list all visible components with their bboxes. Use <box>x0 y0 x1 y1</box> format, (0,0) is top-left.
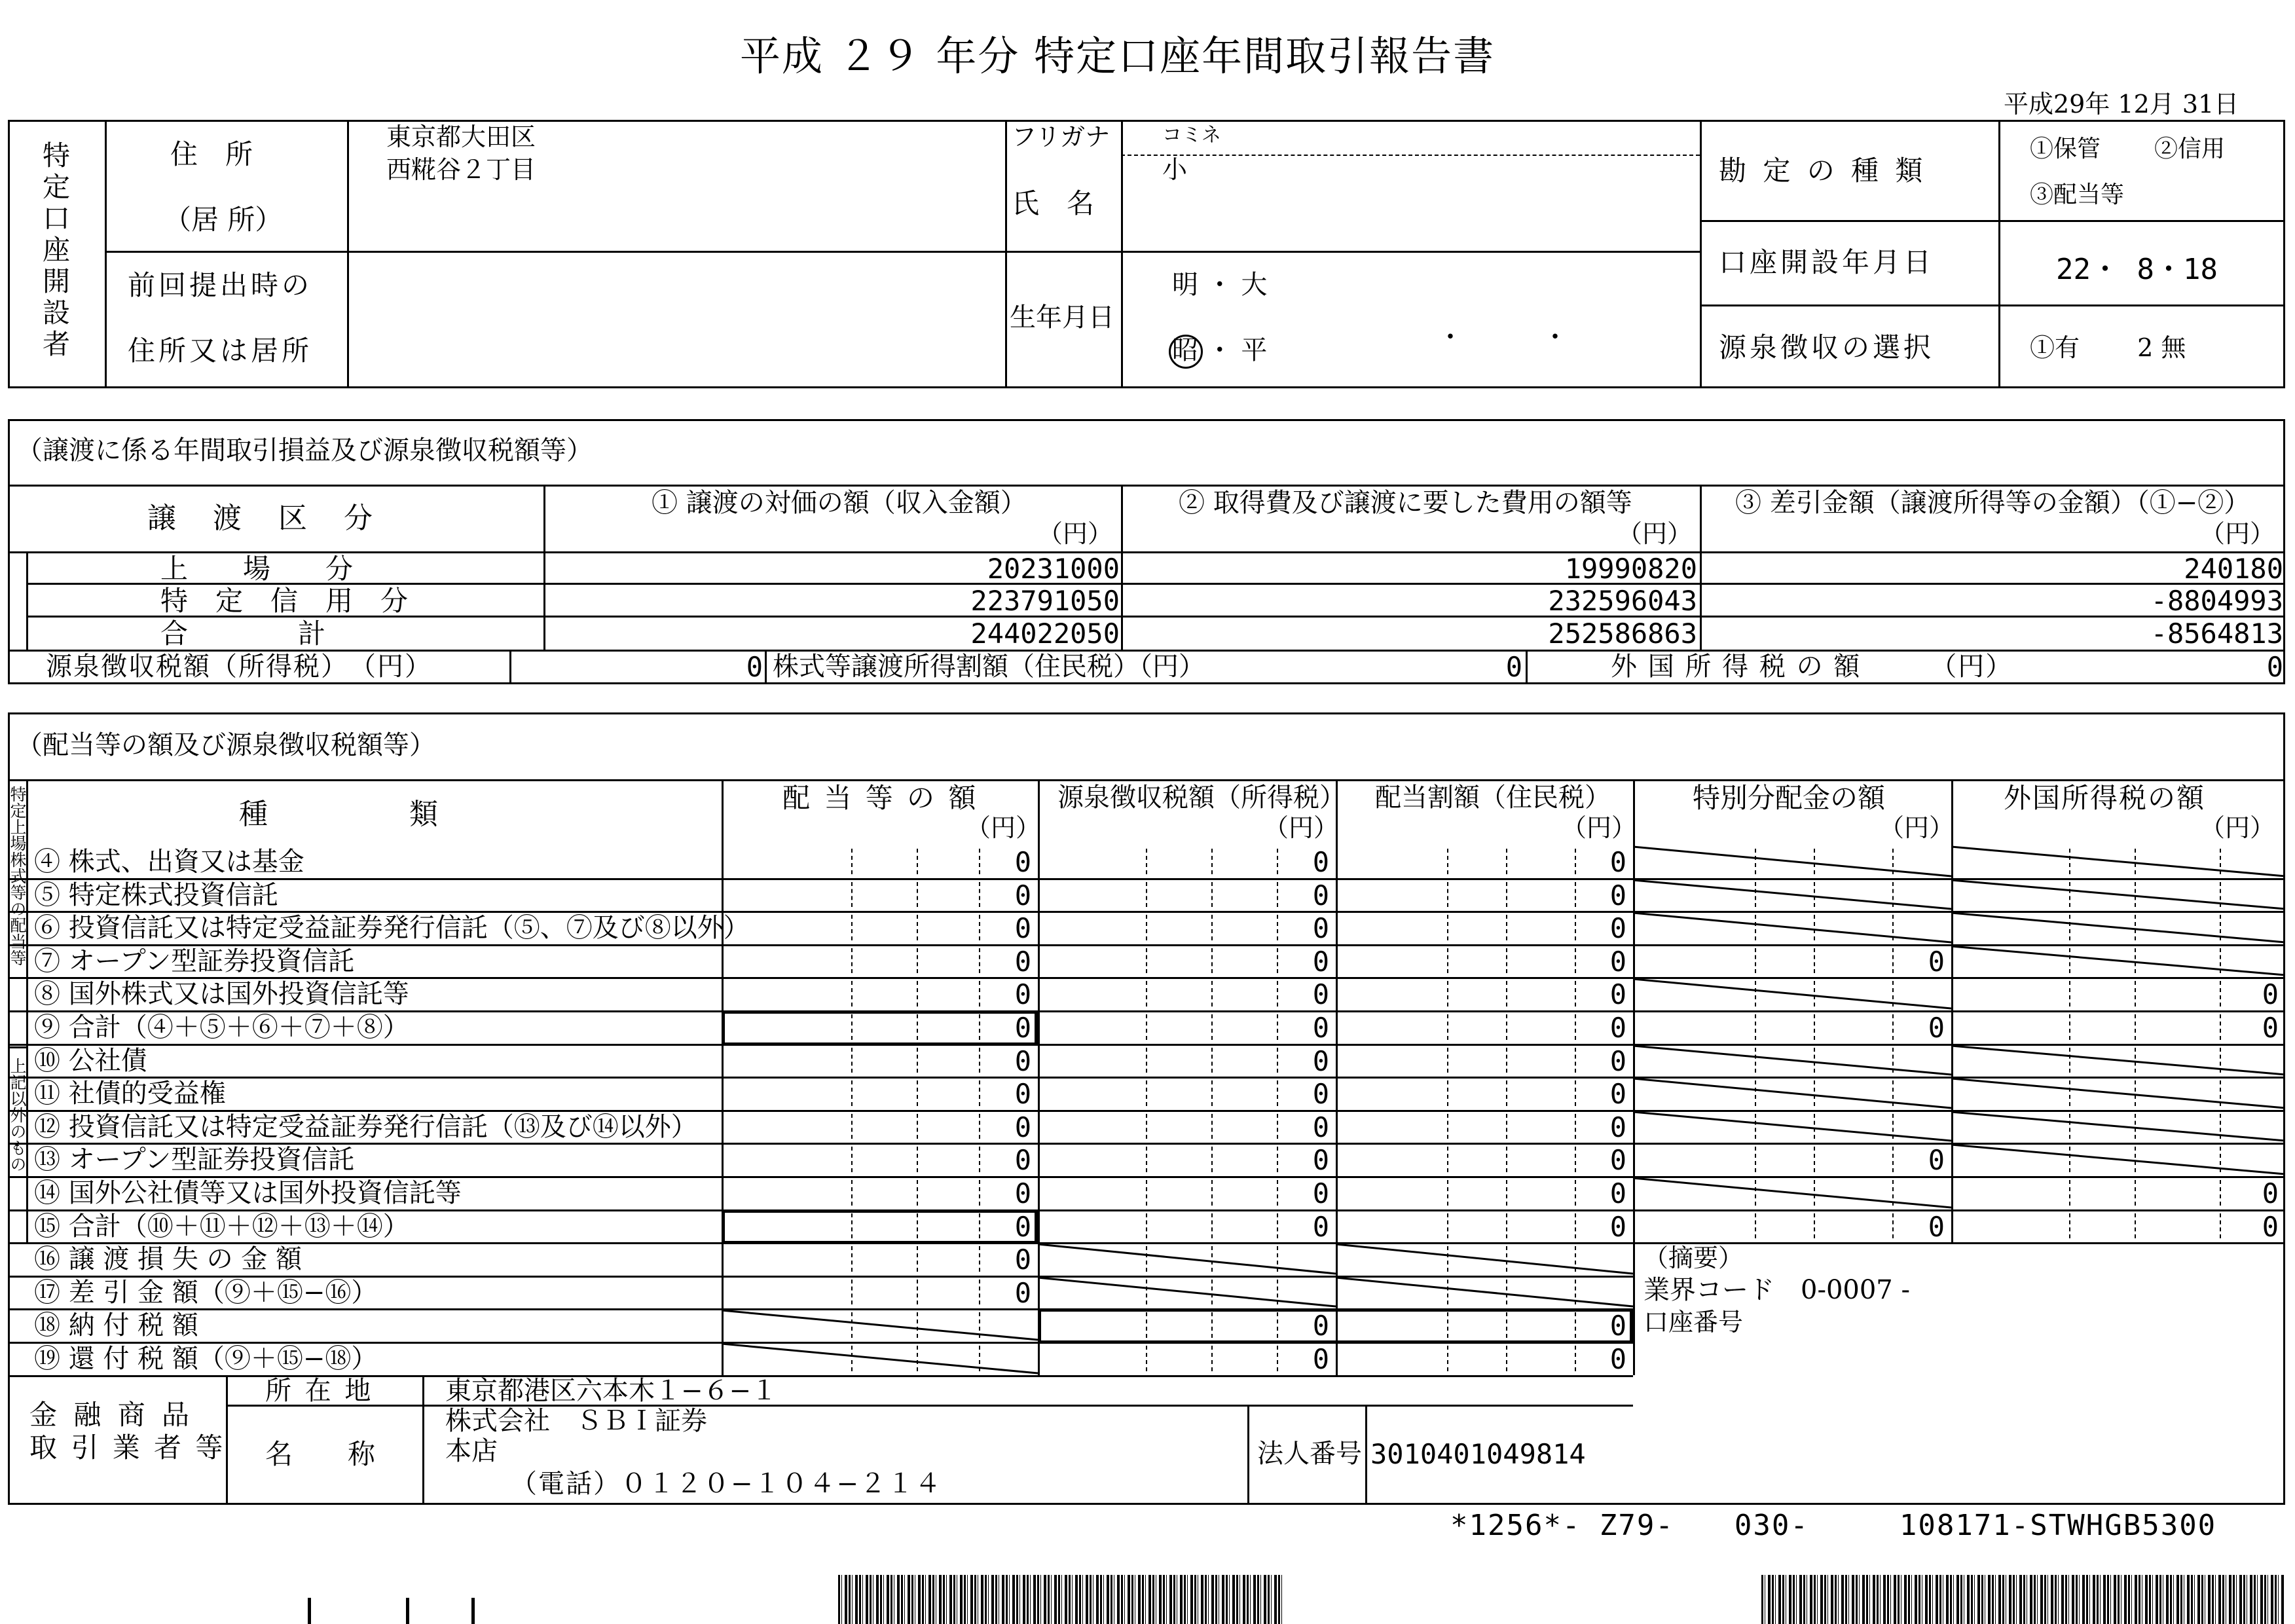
dividend-withholding: 0 <box>1312 912 1329 944</box>
transfer-row-v2: 232596043 <box>1548 585 1697 617</box>
dividend-withholding: 0 <box>1312 1111 1329 1143</box>
withholding-value: ①有 2 無 <box>2030 333 2186 362</box>
account-type-3: ③配当等 <box>2030 181 2125 208</box>
corp-no-value: 3010401049814 <box>1370 1438 1586 1470</box>
account-type-label: 勘 定 の 種 類 <box>1719 155 1927 187</box>
diagonal-strike <box>1951 845 2285 878</box>
dividend-col-e: 外国所得税の額 <box>2004 782 2206 814</box>
dividend-row-label: ⑰ 差 引 金 額（⑨＋⑮−⑯） <box>34 1278 378 1308</box>
dividend-withholding: 0 <box>1312 946 1329 978</box>
transfer-col2: ② 取得費及び譲渡に要した費用の額等 <box>1179 488 1632 518</box>
dividend-side-label-2: 上記以外のもの <box>8 1058 27 1172</box>
dividend-amount: 0 <box>1014 1211 1031 1243</box>
foreign-tax: 0 <box>2262 1211 2279 1243</box>
dividend-row-label: ⑪ 社債的受益権 <box>34 1079 226 1109</box>
corp-no-label: 法人番号 <box>1257 1439 1362 1469</box>
transfer-section-title: （譲渡に係る年間取引損益及び源泉徴収税額等） <box>16 435 593 466</box>
holder-side-label: 特定口座開設者 <box>39 141 71 361</box>
dividend-row-label: ⑥ 投資信託又は特定受益証券発行信託（⑤、⑦及び⑧以外） <box>34 913 750 943</box>
memo-label: （摘要） <box>1643 1244 1744 1272</box>
diagonal-strike <box>1951 1110 2285 1143</box>
special-distribution: 0 <box>1928 946 1945 978</box>
dividend-col-d-yen: （円） <box>1879 813 1955 842</box>
dividend-amount: 0 <box>1014 1078 1031 1110</box>
dividend-col-e-yen: （円） <box>2200 813 2275 842</box>
dividend-row-label: ⑯ 譲 渡 損 失 の 金 額 <box>34 1244 303 1274</box>
total-highlight-box <box>722 1209 1038 1244</box>
dividend-col-b: 源泉徴収税額（所得税） <box>1057 783 1346 813</box>
dividend-col-c-yen: （円） <box>1562 813 1637 842</box>
transfer-col3-yen: （円） <box>2200 519 2275 548</box>
dividend-resident-tax: 0 <box>1609 1177 1626 1209</box>
dividend-withholding: 0 <box>1312 879 1329 912</box>
transfer-row-v1: 244022050 <box>970 618 1120 650</box>
foreign-tax: 0 <box>2262 1012 2279 1044</box>
transfer-row-label: 合 計 <box>160 618 326 650</box>
prev-address-label-2: 住所又は居所 <box>128 335 313 367</box>
dividend-resident-tax: 0 <box>1609 912 1626 944</box>
era-circle-mark <box>1169 335 1203 369</box>
tax-resident-value: 0 <box>1505 651 1522 683</box>
dividend-row-label: ⑮ 合計（⑩＋⑪＋⑫＋⑬＋⑭） <box>34 1211 409 1242</box>
diagonal-strike <box>1633 977 1951 1010</box>
dividend-row-label: ⑧ 国外株式又は国外投資信託等 <box>34 979 409 1009</box>
tax-highlight-box <box>1038 1308 1633 1344</box>
registration-mark <box>308 1598 311 1624</box>
dividend-amount: 0 <box>1014 1045 1031 1077</box>
dividend-col-c: 配当割額（住民税） <box>1375 783 1611 813</box>
dividend-withholding: 0 <box>1312 846 1329 878</box>
dividend-row-label: ⑫ 投資信託又は特定受益証券発行信託（⑬及び⑭以外） <box>34 1112 697 1142</box>
era-2: 昭 ・ 平 <box>1172 335 1268 365</box>
dividend-withholding: 0 <box>1312 1144 1329 1176</box>
dividend-resident-tax: 0 <box>1609 1045 1626 1077</box>
diagonal-strike <box>1633 1176 1951 1209</box>
holder-section <box>8 120 2285 388</box>
diagonal-strike <box>1336 1276 1633 1308</box>
dividend-row-label: ④ 株式、出資又は基金 <box>34 847 304 877</box>
barcode-left <box>838 1575 1283 1624</box>
diagonal-strike <box>1633 878 1951 911</box>
dividend-resident-tax: 0 <box>1609 1144 1626 1176</box>
transfer-row-v2: 252586863 <box>1548 618 1697 650</box>
broker-side-label-1: 金 融 商 品 <box>29 1399 194 1431</box>
report-date: 平成29年 12月 31日 <box>2004 90 2239 119</box>
dividend-amount: 0 <box>1014 1111 1031 1143</box>
broker-location-value: 東京都港区六本木１−６−１ <box>445 1376 778 1406</box>
dividend-side-label-1: 特定上場株式等の配当等 <box>8 786 27 966</box>
dividend-col-a: 配 当 等 の 額 <box>782 782 979 814</box>
dividend-withholding: 0 <box>1312 1310 1329 1342</box>
dividend-row-label: ⑨ 合計（④＋⑤＋⑥＋⑦＋⑧） <box>34 1012 409 1043</box>
dividend-amount: 0 <box>1014 1244 1031 1276</box>
name-value: 小 <box>1162 155 1188 184</box>
diagonal-strike <box>1633 845 1951 878</box>
dividend-amount: 0 <box>1014 946 1031 978</box>
dividend-resident-tax: 0 <box>1609 1012 1626 1044</box>
diagonal-strike <box>1951 944 2285 977</box>
address-value-2: 西糀谷２丁目 <box>386 155 536 184</box>
transfer-row-v2: 19990820 <box>1564 553 1697 585</box>
diagonal-strike <box>1951 1077 2285 1110</box>
dividend-row-label: ⑦ オープン型証券投資信託 <box>34 946 355 976</box>
diagonal-strike <box>1951 911 2285 944</box>
diagonal-strike <box>1951 878 2285 911</box>
residence-label: （居 所） <box>164 204 283 236</box>
tax-income-label: 源泉徴収税額（所得税） （円） <box>46 652 432 682</box>
dividend-resident-tax: 0 <box>1609 978 1626 1010</box>
diagonal-strike <box>1633 1044 1951 1077</box>
broker-name-label: 名 称 <box>265 1438 376 1470</box>
registration-mark <box>471 1598 475 1624</box>
dividend-withholding: 0 <box>1312 1211 1329 1243</box>
dividend-row-label: ⑭ 国外公社債等又は国外投資信託等 <box>34 1178 462 1208</box>
address-label: 住 所 <box>170 138 253 170</box>
dividend-amount: 0 <box>1014 846 1031 878</box>
dividend-amount: 0 <box>1014 912 1031 944</box>
dividend-amount: 0 <box>1014 1277 1031 1309</box>
diagonal-strike <box>1038 1276 1336 1308</box>
transfer-row-v1: 20231000 <box>987 553 1120 585</box>
transfer-col2-yen: （円） <box>1617 519 1693 548</box>
dividend-col-kind: 種 類 <box>239 798 443 831</box>
diagonal-strike <box>1038 1242 1336 1276</box>
dividend-resident-tax: 0 <box>1609 1343 1626 1375</box>
name-label: 氏 名 <box>1012 187 1095 219</box>
dividend-row-label: ⑬ オープン型証券投資信託 <box>34 1145 355 1175</box>
dividend-resident-tax: 0 <box>1609 1111 1626 1143</box>
dividend-row-label: ⑱ 納 付 税 額 <box>34 1310 198 1340</box>
transfer-col1: ① 譲渡の対価の額（収入金額） <box>652 488 1027 518</box>
foreign-tax-value: 0 <box>2266 651 2283 683</box>
footer-code: *1256*- Z79- 030- 108171-STWHGB5300 <box>1450 1509 2217 1542</box>
memo-code: 業界コード 0-0007 - <box>1643 1275 1910 1305</box>
dividend-resident-tax: 0 <box>1609 1078 1626 1110</box>
memo-account: 口座番号 <box>1643 1308 1744 1337</box>
transfer-row-v1: 223791050 <box>970 585 1120 617</box>
dividend-resident-tax: 0 <box>1609 846 1626 878</box>
transfer-row-v3: -8804993 <box>2150 585 2283 617</box>
diagonal-strike <box>722 1342 1038 1375</box>
transfer-col-kubun: 譲 渡 区 分 <box>147 502 376 535</box>
dividend-row-label: ⑲ 還 付 税 額（⑨＋⑮−⑱） <box>34 1344 378 1374</box>
broker-name-value-1: 株式会社 ＳＢＩ証券 <box>445 1406 707 1436</box>
special-distribution: 0 <box>1928 1211 1945 1243</box>
furigana-value: コミネ <box>1162 124 1221 147</box>
dividend-withholding: 0 <box>1312 1045 1329 1077</box>
dividend-withholding: 0 <box>1312 1012 1329 1044</box>
dividend-section-title: （配当等の額及び源泉徴収税額等） <box>16 730 435 760</box>
dividend-row-label: ⑩ 公社債 <box>34 1046 147 1076</box>
dividend-col-a-yen: （円） <box>966 813 1041 842</box>
transfer-row-label: 上 場 分 <box>160 553 354 585</box>
birth-label: 生年月日 <box>1010 303 1114 333</box>
dividend-resident-tax: 0 <box>1609 1211 1626 1243</box>
dividend-amount: 0 <box>1014 879 1031 912</box>
barcode-right <box>1761 1575 2285 1624</box>
account-opened-label: 口座開設年月日 <box>1719 246 1935 278</box>
registration-mark <box>406 1598 409 1624</box>
broker-phone: （電話）０１２０−１０４−２１４ <box>511 1469 943 1499</box>
foreign-tax: 0 <box>2262 978 2279 1010</box>
dividend-resident-tax: 0 <box>1609 879 1626 912</box>
broker-name-value-2: 本店 <box>445 1436 498 1466</box>
total-highlight-box <box>722 1010 1038 1046</box>
diagonal-strike <box>722 1308 1038 1342</box>
dividend-amount: 0 <box>1014 978 1031 1010</box>
dividend-withholding: 0 <box>1312 978 1329 1010</box>
dividend-resident-tax: 0 <box>1609 1310 1626 1342</box>
foreign-tax-label: 外 国 所 得 税 の 額 （円） <box>1611 652 2013 682</box>
broker-location-label: 所 在 地 <box>265 1376 374 1406</box>
tax-income-value: 0 <box>746 651 763 683</box>
dividend-withholding: 0 <box>1312 1078 1329 1110</box>
dividend-amount: 0 <box>1014 1144 1031 1176</box>
withholding-label: 源泉徴収の選択 <box>1719 331 1935 363</box>
dividend-resident-tax: 0 <box>1609 946 1626 978</box>
diagonal-strike <box>1951 1143 2285 1176</box>
dividend-withholding: 0 <box>1312 1343 1329 1375</box>
era-1: 明 ・ 大 <box>1172 270 1268 300</box>
broker-side-label-2: 取 引 業 者 等 <box>29 1431 226 1464</box>
transfer-row-label: 特 定 信 用 分 <box>160 585 409 617</box>
birth-dots: ・ ・ <box>1437 322 1568 352</box>
dividend-amount: 0 <box>1014 1012 1031 1044</box>
tax-resident-label: 株式等譲渡所得割額（住民税）（円） <box>773 652 1205 682</box>
transfer-row-v3: -8564813 <box>2150 618 2283 650</box>
special-distribution: 0 <box>1928 1144 1945 1176</box>
special-distribution: 0 <box>1928 1012 1945 1044</box>
foreign-tax: 0 <box>2262 1177 2279 1209</box>
account-type-1: ①保管 <box>2030 136 2101 162</box>
address-value-1: 東京都大田区 <box>386 122 536 151</box>
account-type-2: ②信用 <box>2154 136 2226 162</box>
account-opened-value: 22・ 8・18 <box>2056 253 2218 286</box>
transfer-col3: ③ 差引金額（譲渡所得等の金額）（①−②） <box>1735 488 2250 518</box>
transfer-row-v3: 240180 <box>2184 553 2283 585</box>
prev-address-label-1: 前回提出時の <box>128 269 313 301</box>
transfer-col1-yen: （円） <box>1038 519 1113 548</box>
dividend-row-label: ⑤ 特定株式投資信託 <box>34 880 278 910</box>
diagonal-strike <box>1633 911 1951 944</box>
diagonal-strike <box>1633 1110 1951 1143</box>
diagonal-strike <box>1336 1242 1633 1276</box>
dividend-withholding: 0 <box>1312 1177 1329 1209</box>
dividend-col-d: 特別分配金の額 <box>1693 782 1886 814</box>
diagonal-strike <box>1633 1077 1951 1110</box>
diagonal-strike <box>1951 1044 2285 1077</box>
furigana-label: フリガナ <box>1012 122 1111 151</box>
page-title: 平成 ２９ 年分 特定口座年間取引報告書 <box>740 32 1496 80</box>
dividend-col-b-yen: （円） <box>1264 813 1339 842</box>
dividend-amount: 0 <box>1014 1177 1031 1209</box>
